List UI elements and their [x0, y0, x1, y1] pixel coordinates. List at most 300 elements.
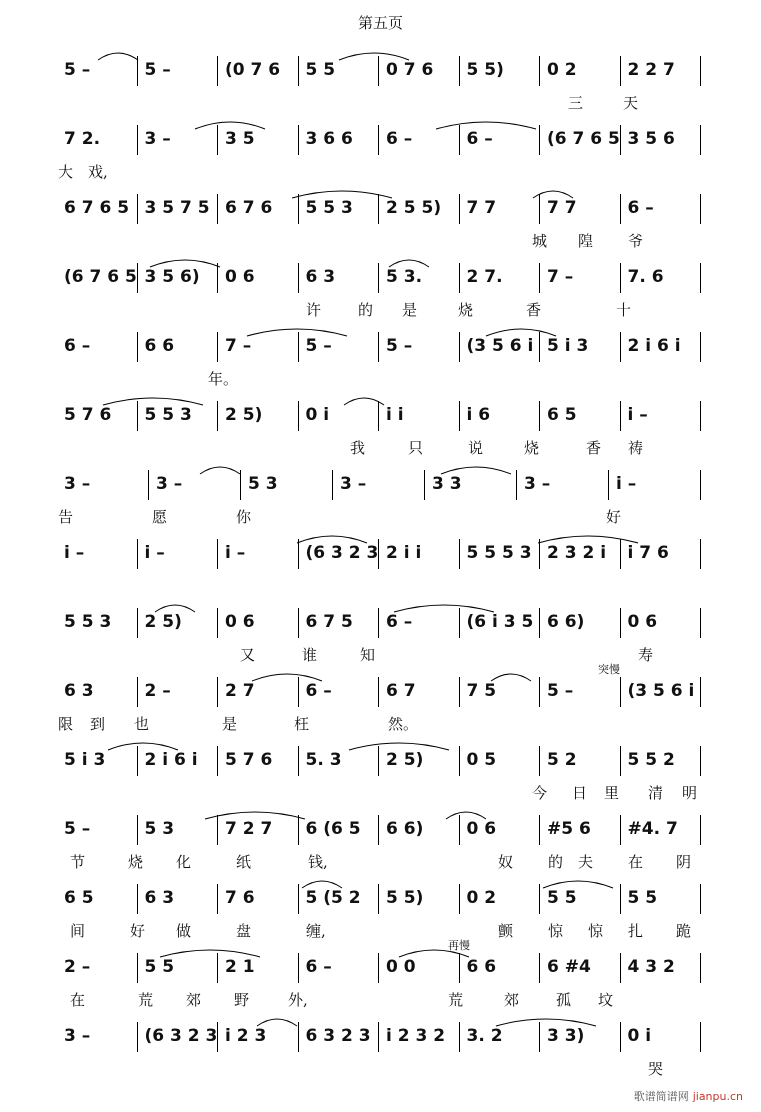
measure: 6 #4 [547, 957, 591, 977]
barline [217, 608, 218, 638]
barline [217, 884, 218, 914]
barline [539, 884, 540, 914]
lyric-syllable: 大 [58, 163, 74, 181]
barline [459, 815, 460, 845]
barline [298, 263, 299, 293]
measure: 3 – [524, 474, 551, 494]
measure: (6 7 6 5 [64, 267, 137, 287]
barline [539, 125, 540, 155]
barline [217, 56, 218, 86]
barline [217, 194, 218, 224]
lyric-line [58, 161, 702, 185]
barline [378, 125, 379, 155]
barline [137, 746, 138, 776]
notation-line [58, 943, 702, 983]
measure: 6 6 [144, 336, 175, 356]
lyric-syllable: 跪 [676, 922, 692, 940]
barline [459, 1022, 460, 1052]
lyric-syllable: 纸 [236, 853, 252, 871]
lyric-syllable: 化 [176, 853, 192, 871]
barline [700, 125, 701, 155]
barline [620, 125, 621, 155]
barline [700, 263, 701, 293]
lyric-syllable: 里 [604, 784, 620, 802]
measure: 6 6) [547, 612, 585, 632]
measure: 3 6 6 [305, 129, 353, 149]
barline [137, 194, 138, 224]
barline [298, 401, 299, 431]
lyric-syllable: 枉 [294, 715, 310, 733]
measure: 5 3 [248, 474, 278, 494]
measure: 5 5 [144, 957, 175, 977]
lyric-syllable: 告 [58, 508, 74, 526]
lyric-syllable: 扎 [628, 922, 644, 940]
measure: 6 3 [64, 681, 94, 701]
lyric-syllable: 在 [70, 991, 86, 1009]
barline [516, 470, 517, 500]
lyric-syllable: 也 [134, 715, 150, 733]
barline [217, 746, 218, 776]
barline [137, 263, 138, 293]
notation-line [58, 322, 702, 362]
barline [459, 125, 460, 155]
lyric-syllable: 好 [130, 922, 146, 940]
measure: 2 1 [225, 957, 255, 977]
score-line [58, 1012, 702, 1098]
barline [137, 125, 138, 155]
lyric-syllable: 许 [306, 301, 322, 319]
barline [700, 332, 701, 362]
barline [298, 815, 299, 845]
measure: (3 5 6 i [466, 336, 534, 356]
barline [700, 746, 701, 776]
watermark-site: jianpu.cn [692, 1090, 743, 1103]
barline [298, 953, 299, 983]
barline [217, 815, 218, 845]
barline [298, 884, 299, 914]
lyric-line [58, 299, 702, 323]
lyric-syllable: 是 [222, 715, 238, 733]
barline [700, 953, 701, 983]
lyric-line [58, 713, 702, 737]
measure: 0 5 [466, 750, 497, 770]
measure: 5 5 5 3 [466, 543, 532, 563]
barline [378, 332, 379, 362]
lyric-syllable: 天 [623, 94, 639, 112]
barline [539, 194, 540, 224]
measure: 6 6 [466, 957, 497, 977]
lyric-syllable: 限 [58, 715, 74, 733]
measure: 2 i 6 i [144, 750, 198, 770]
barline [539, 815, 540, 845]
page-title: 第五页 [357, 14, 403, 32]
lyric-syllable: 三 [568, 94, 584, 112]
measure: 6 3 [144, 888, 175, 908]
measure: 3 5 [225, 129, 255, 149]
barline [620, 263, 621, 293]
barline [378, 56, 379, 86]
barline [700, 608, 701, 638]
lyric-line [58, 782, 702, 806]
lyric-syllable: 城 [532, 232, 548, 250]
barline [298, 677, 299, 707]
measure: i – [144, 543, 165, 563]
measure: 5 5 [547, 888, 577, 908]
measure: 0 2 [466, 888, 497, 908]
barline [620, 608, 621, 638]
barline [298, 125, 299, 155]
barline [378, 746, 379, 776]
measure: #4. 7 [627, 819, 678, 839]
barline [148, 470, 149, 500]
measure: 0 6 [466, 819, 497, 839]
barline [620, 953, 621, 983]
lyric-syllable: 惊 [548, 922, 564, 940]
measure: 0 i [627, 1026, 652, 1046]
measure: 0 6 [225, 612, 255, 632]
barline [378, 677, 379, 707]
measure: 2 5) [144, 612, 182, 632]
measure: (6 3 2 3 [144, 1026, 218, 1046]
barline [378, 539, 379, 569]
measure: 3 3) [547, 1026, 585, 1046]
measure: 5 i 3 [547, 336, 589, 356]
measure: 3 3 [432, 474, 462, 494]
lyric-line [58, 230, 702, 254]
barline [620, 1022, 621, 1052]
barline [459, 56, 460, 86]
measure: i – [225, 543, 246, 563]
measure: i – [627, 405, 648, 425]
measure: 6 7 5 [305, 612, 353, 632]
measure: 5 – [144, 60, 171, 80]
lyric-syllable: 香 [586, 439, 602, 457]
measure: 5 3 [144, 819, 175, 839]
barline [459, 263, 460, 293]
lyric-syllable: 缠, [306, 922, 326, 940]
lyric-line [58, 368, 702, 392]
measure: 5 2 [547, 750, 577, 770]
lyric-line [58, 92, 702, 116]
measure: 5 i 3 [64, 750, 106, 770]
barline [240, 470, 241, 500]
measure: 7 6 [225, 888, 255, 908]
measure: 0 2 [547, 60, 577, 80]
measure: 7. 6 [627, 267, 664, 287]
measure: (6 7 6 5 [547, 129, 620, 149]
lyric-syllable: 寿 [638, 646, 654, 664]
notation-line [58, 529, 702, 569]
barline [298, 1022, 299, 1052]
notation-line [58, 874, 702, 914]
lyric-syllable: 又 [240, 646, 256, 664]
barline [539, 56, 540, 86]
measure: 2 5 5) [386, 198, 442, 218]
lyric-syllable: 郊 [186, 991, 202, 1009]
measure: 6 6) [386, 819, 424, 839]
measure: 3 – [64, 474, 91, 494]
barline [700, 194, 701, 224]
lyric-syllable: 烧 [524, 439, 540, 457]
barline [608, 470, 609, 500]
measure: i 2 3 [225, 1026, 267, 1046]
barline [137, 677, 138, 707]
tempo-marking: 再慢 [448, 939, 470, 952]
barline [700, 56, 701, 86]
barline [539, 746, 540, 776]
barline [700, 470, 701, 500]
measure: 6 – [305, 957, 332, 977]
notation-line [58, 598, 702, 638]
barline [137, 884, 138, 914]
measure: (3 5 6 i [627, 681, 695, 701]
barline [137, 953, 138, 983]
barline [459, 677, 460, 707]
barline [459, 608, 460, 638]
measure: (6 3 2 3 [305, 543, 379, 563]
barline [298, 746, 299, 776]
lyric-syllable: 烧 [458, 301, 474, 319]
measure: 5 5 [627, 888, 658, 908]
barline [620, 332, 621, 362]
measure: i – [616, 474, 637, 494]
measure: 5 5 2 [627, 750, 675, 770]
measure: 0 0 [386, 957, 416, 977]
measure: 0 i [305, 405, 330, 425]
measure: 5. 3 [305, 750, 342, 770]
lyric-line [58, 437, 702, 461]
measure: 2 3 2 i [547, 543, 607, 563]
measure: 0 6 [225, 267, 255, 287]
barline [378, 194, 379, 224]
measure: 5 – [64, 819, 91, 839]
measure: 7 5 [466, 681, 497, 701]
measure: 5 – [386, 336, 413, 356]
barline [424, 470, 425, 500]
barline [298, 608, 299, 638]
measure: i 6 [466, 405, 491, 425]
measure: 5 5 3 [144, 405, 192, 425]
lyric-syllable: 在 [628, 853, 644, 871]
barline [217, 401, 218, 431]
lyric-syllable: 盘 [236, 922, 252, 940]
barline [298, 332, 299, 362]
lyric-syllable: 做 [176, 922, 192, 940]
notation-line [58, 46, 702, 86]
measure: 7 – [225, 336, 252, 356]
measure: 6 5 [64, 888, 94, 908]
lyric-syllable: 荒 [138, 991, 154, 1009]
tempo-marking: 突慢 [598, 663, 620, 676]
barline [539, 539, 540, 569]
lyric-syllable: 祷 [628, 439, 644, 457]
notation-line [58, 805, 702, 845]
notation-line [58, 1012, 702, 1052]
barline [378, 884, 379, 914]
barline [620, 884, 621, 914]
barline [459, 746, 460, 776]
barline [539, 608, 540, 638]
barline [137, 608, 138, 638]
measure: 6 – [627, 198, 654, 218]
notation-line [58, 115, 702, 155]
measure: 7 7 [466, 198, 497, 218]
lyric-syllable: 谁 [302, 646, 318, 664]
measure: 5 – [547, 681, 574, 701]
measure: 6 – [305, 681, 332, 701]
barline [700, 1022, 701, 1052]
measure: 2 – [144, 681, 171, 701]
measure: 2 7 [225, 681, 255, 701]
measure: 3 5 7 5 [144, 198, 210, 218]
watermark [634, 1088, 743, 1104]
barline [298, 539, 299, 569]
measure: 5 3. [386, 267, 423, 287]
measure: 7 2. [64, 129, 101, 149]
measure: 5 5 [305, 60, 336, 80]
measure: 6 7 6 5 [64, 198, 130, 218]
barline [298, 194, 299, 224]
measure: 3 – [156, 474, 183, 494]
lyric-syllable: 明 [682, 784, 698, 802]
measure: i 7 6 [627, 543, 669, 563]
measure: 5 – [64, 60, 91, 80]
measure: 7 – [547, 267, 574, 287]
notation-line [58, 460, 702, 500]
barline [700, 815, 701, 845]
measure: #5 6 [547, 819, 591, 839]
measure: 6 5 [547, 405, 577, 425]
lyric-syllable: 戏, [88, 163, 108, 181]
barline [137, 815, 138, 845]
barline [539, 677, 540, 707]
lyric-syllable: 十 [616, 301, 632, 319]
barline [378, 608, 379, 638]
lyric-syllable: 知 [360, 646, 376, 664]
measure: 5 5 3 [305, 198, 353, 218]
barline [137, 539, 138, 569]
barline [217, 677, 218, 707]
lyric-syllable: 你 [236, 508, 252, 526]
barline [459, 539, 460, 569]
measure: 0 6 [627, 612, 658, 632]
measure: 7 7 [547, 198, 577, 218]
measure: (0 7 6 [225, 60, 281, 80]
lyric-syllable: 好 [606, 508, 622, 526]
barline [620, 194, 621, 224]
notation-line [58, 253, 702, 293]
barline [459, 194, 460, 224]
lyric-syllable: 的 [548, 853, 564, 871]
lyric-syllable: 今 [532, 784, 548, 802]
barline [217, 332, 218, 362]
measure: 2 5) [225, 405, 263, 425]
lyric-syllable: 颤 [498, 922, 514, 940]
measure: 0 7 6 [386, 60, 434, 80]
lyric-syllable: 孤 [556, 991, 572, 1009]
barline [620, 815, 621, 845]
lyric-syllable: 节 [70, 853, 86, 871]
watermark-label: 歌谱简谱网 [633, 1090, 689, 1103]
measure: 6 7 [386, 681, 416, 701]
measure: i 2 3 2 [386, 1026, 446, 1046]
barline [459, 401, 460, 431]
measure: 6 – [386, 129, 413, 149]
measure: 6 7 6 [225, 198, 273, 218]
barline [332, 470, 333, 500]
measure: i i [386, 405, 404, 425]
lyric-syllable: 香 [526, 301, 542, 319]
lyric-syllable: 愿 [152, 508, 168, 526]
lyric-line [58, 920, 702, 944]
barline [620, 56, 621, 86]
lyric-syllable: 外, [288, 991, 308, 1009]
barline [539, 953, 540, 983]
lyric-syllable: 阴 [676, 853, 692, 871]
measure: 5 – [305, 336, 332, 356]
lyric-syllable: 隍 [578, 232, 594, 250]
barline [137, 1022, 138, 1052]
lyric-syllable: 野 [234, 991, 250, 1009]
barline [459, 884, 460, 914]
lyric-syllable: 钱, [308, 853, 328, 871]
measure: 7 2 7 [225, 819, 273, 839]
measure: 3 – [144, 129, 171, 149]
barline [378, 401, 379, 431]
lyric-syllable: 哭 [648, 1060, 664, 1078]
measure: 3 – [340, 474, 367, 494]
lyric-syllable: 惊 [588, 922, 604, 940]
barline [539, 1022, 540, 1052]
barline [217, 1022, 218, 1052]
lyric-syllable: 的 [358, 301, 374, 319]
barline [378, 1022, 379, 1052]
lyric-syllable: 爷 [628, 232, 644, 250]
barline [539, 332, 540, 362]
barline [620, 677, 621, 707]
lyric-syllable: 然。 [388, 715, 419, 733]
barline [459, 332, 460, 362]
barline [700, 539, 701, 569]
barline [137, 56, 138, 86]
measure: 5 (5 2 [305, 888, 361, 908]
measure: 6 – [64, 336, 91, 356]
lyric-syllable: 坟 [598, 991, 614, 1009]
lyric-line [58, 575, 702, 599]
lyric-syllable: 日 [572, 784, 588, 802]
measure: 3 – [64, 1026, 91, 1046]
measure: 5 5 3 [64, 612, 112, 632]
notation-line [58, 184, 702, 224]
lyric-syllable: 郊 [504, 991, 520, 1009]
lyric-syllable: 年。 [208, 370, 239, 388]
barline [378, 263, 379, 293]
measure: 3 5 6 [627, 129, 675, 149]
barline [298, 56, 299, 86]
measure: 5 7 6 [64, 405, 112, 425]
barline [378, 953, 379, 983]
lyric-syllable: 我 [350, 439, 366, 457]
measure: 6 – [466, 129, 493, 149]
measure: 2 i 6 i [627, 336, 681, 356]
measure: 5 7 6 [225, 750, 273, 770]
lyric-syllable: 只 [408, 439, 424, 457]
measure: (6 i 3 5 [466, 612, 534, 632]
barline [700, 677, 701, 707]
measure: 6 3 2 3 [305, 1026, 371, 1046]
barline [137, 401, 138, 431]
lyric-syllable: 说 [468, 439, 484, 457]
